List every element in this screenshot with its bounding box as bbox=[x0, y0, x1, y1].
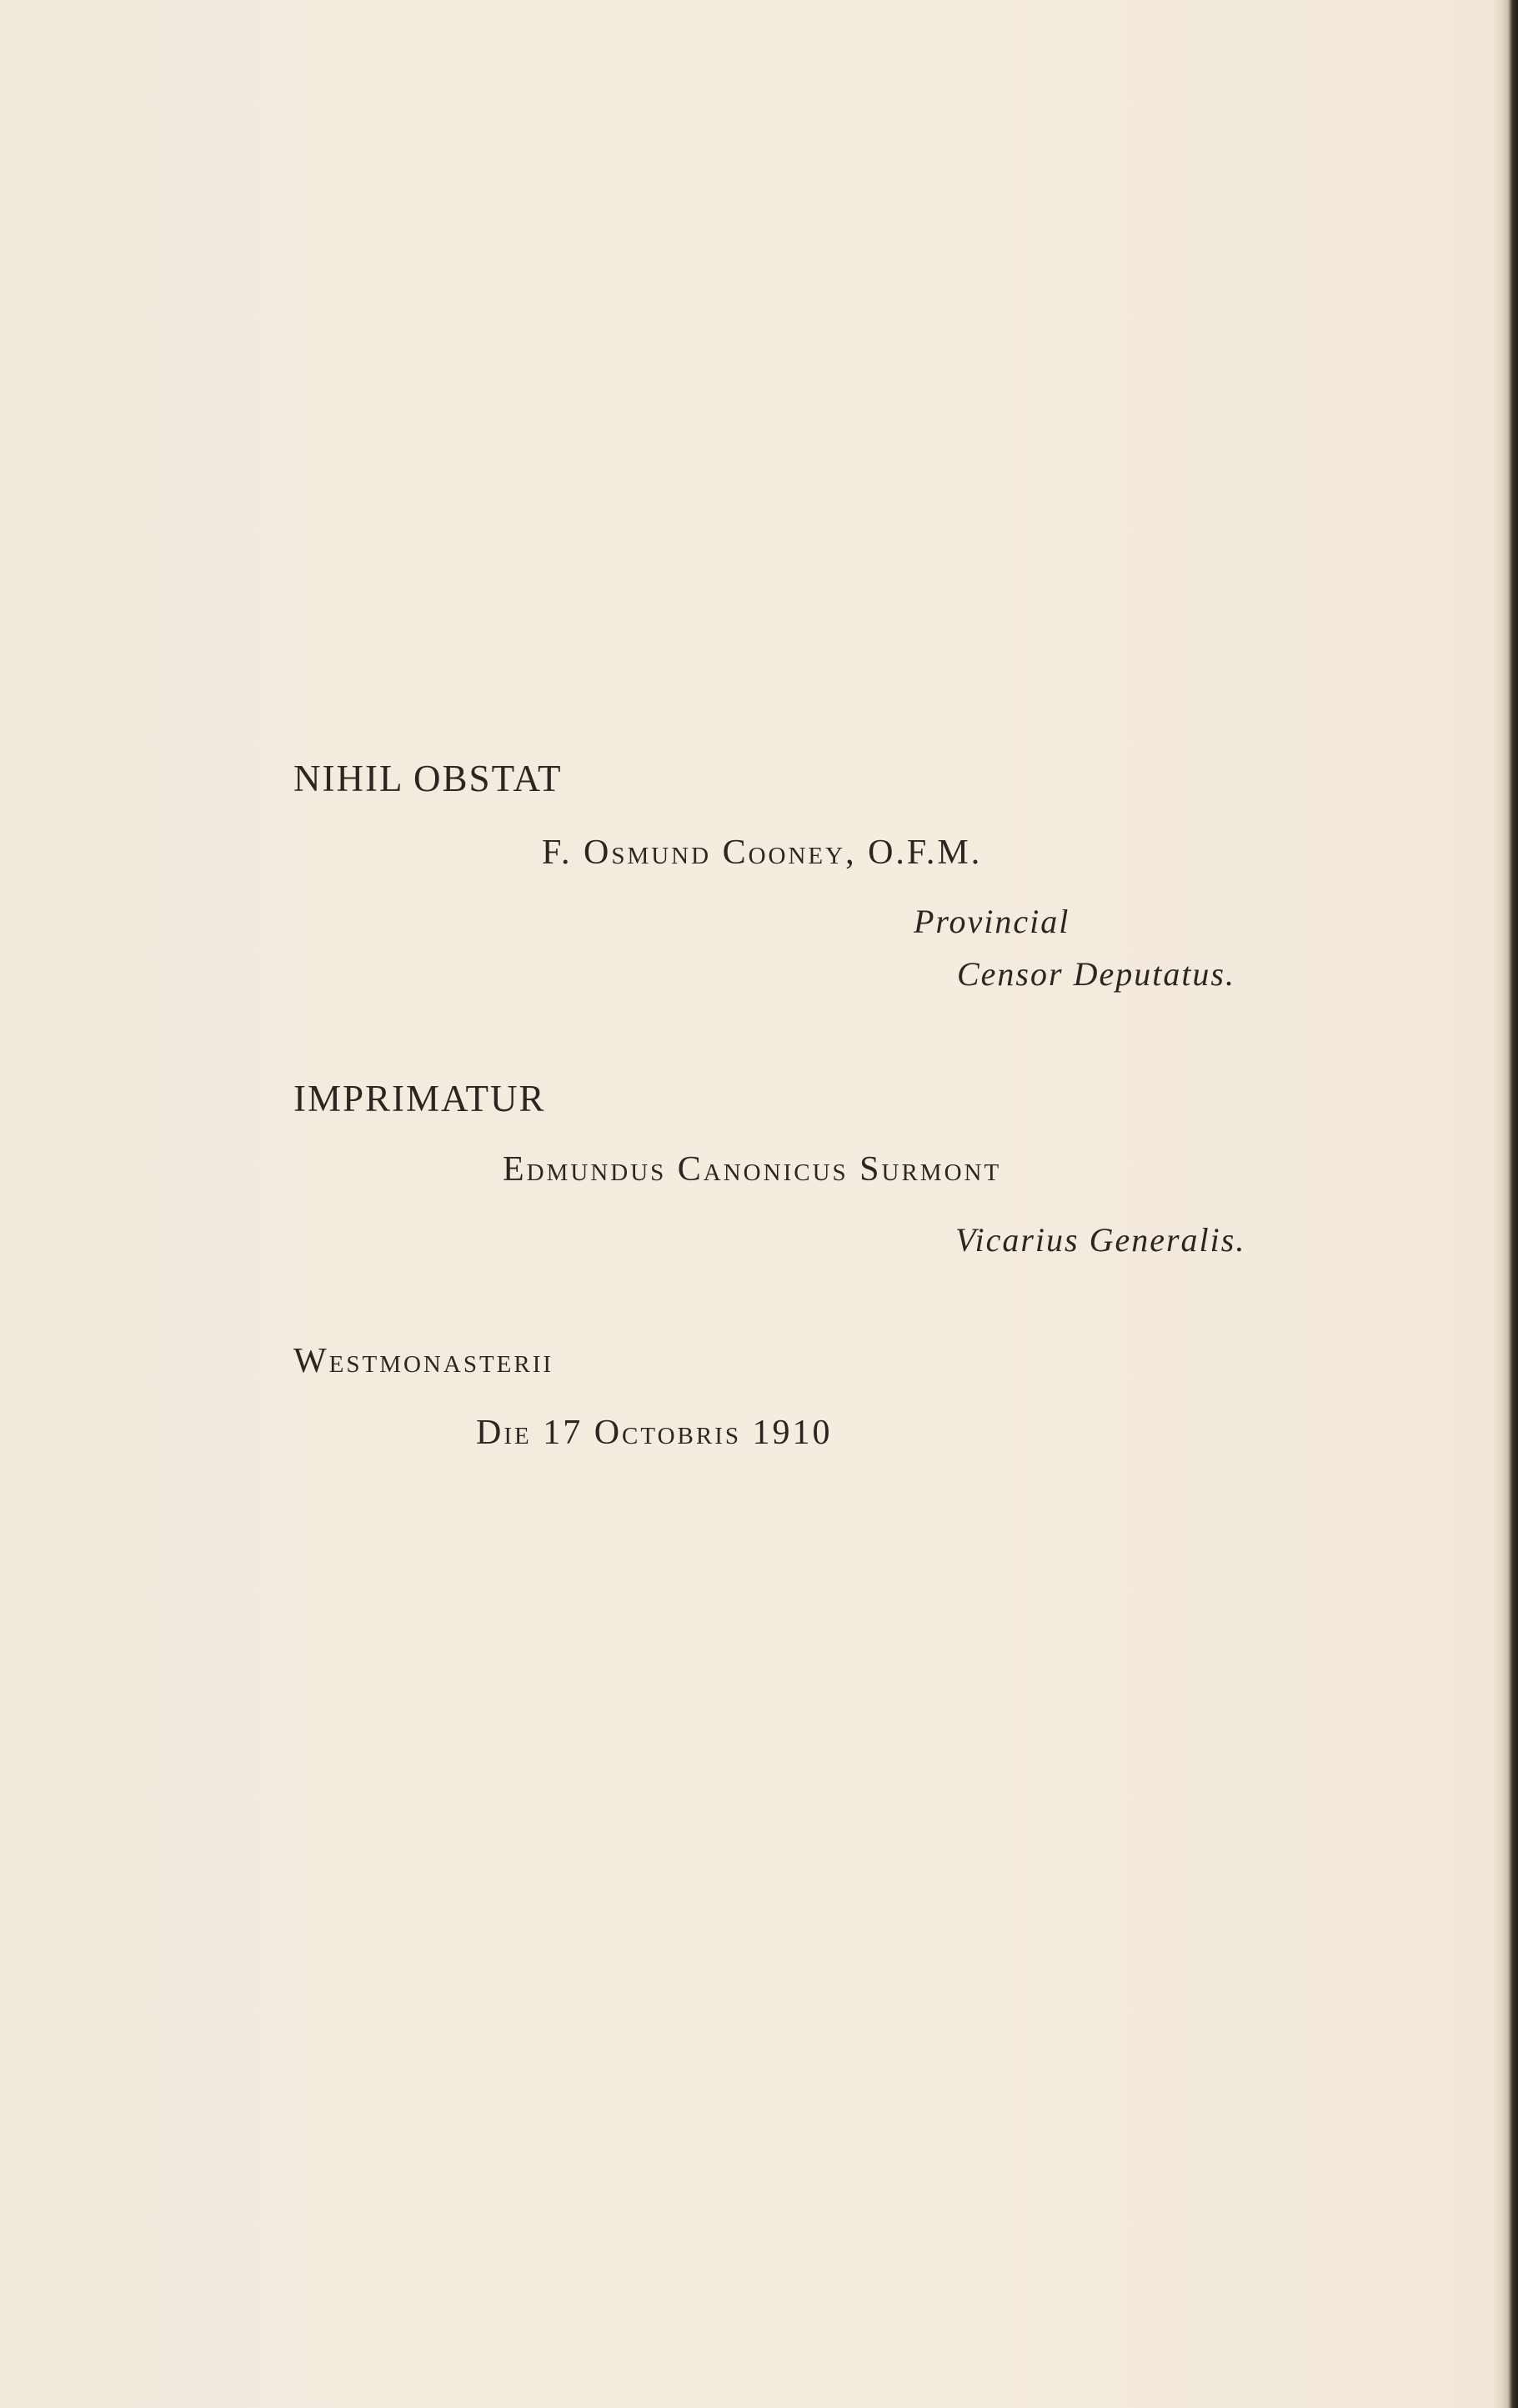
page-edge-shadow bbox=[1493, 0, 1518, 2408]
censor-name: F. Osmund Cooney, O.F.M. bbox=[542, 834, 983, 872]
censor-title-line2: Censor Deputatus. bbox=[957, 955, 1235, 993]
date-line: Die 17 Octobris 1910 bbox=[476, 1414, 833, 1452]
nihil-obstat-heading: NIHIL OBSTAT bbox=[293, 758, 563, 799]
vicar-general-name: Edmundus Canonicus Surmont bbox=[503, 1150, 1002, 1189]
imprimatur-heading: IMPRIMATUR bbox=[293, 1078, 546, 1119]
vicar-general-title: Vicarius Generalis. bbox=[955, 1221, 1246, 1259]
place-name: Westmonasterii bbox=[293, 1342, 554, 1380]
censor-title-line1: Provincial bbox=[914, 903, 1070, 940]
